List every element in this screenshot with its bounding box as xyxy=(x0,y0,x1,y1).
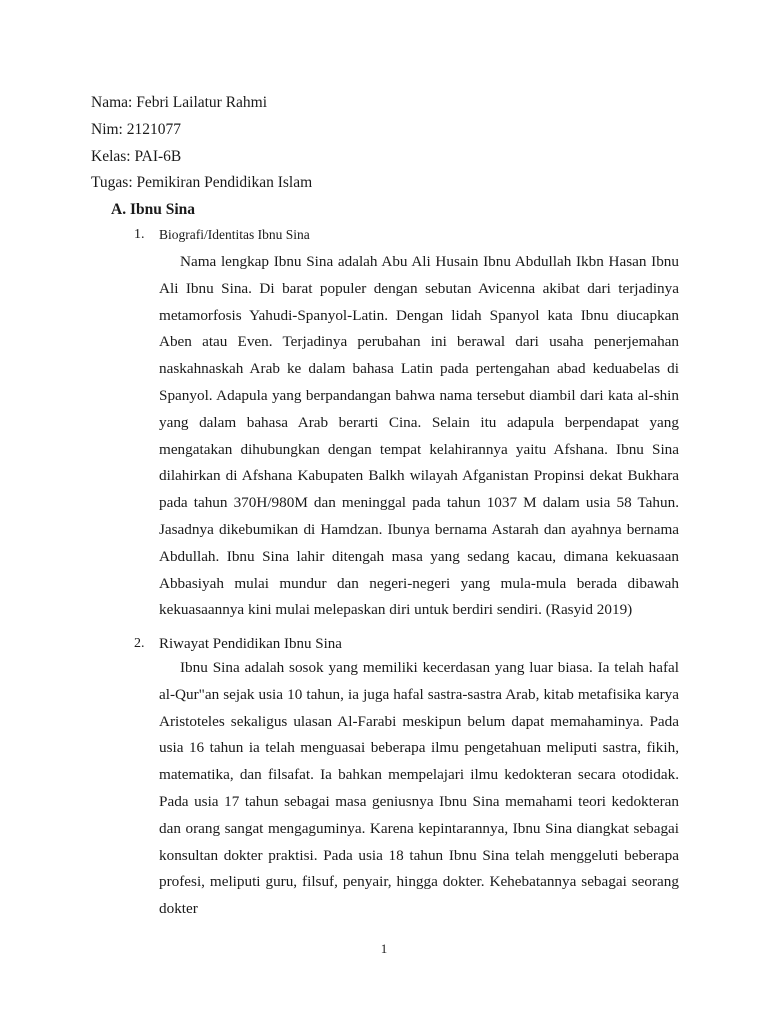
subsection-title: Riwayat Pendidikan Ibnu Sina xyxy=(159,636,342,652)
student-name: Nama: Febri Lailatur Rahmi xyxy=(91,94,268,111)
student-class: Kelas: PAI-6B xyxy=(91,148,182,165)
assignment-title: Tugas: Pemikiran Pendidikan Islam xyxy=(91,174,313,191)
subsection-number: 1. xyxy=(134,227,145,242)
paragraph-biography: Nama lengkap Ibnu Sina adalah Abu Ali Husain Ibnu Abdullah Ikbn Hasan Ibnu Ali Ibnu Sina. Di barat populer dengan sebutan Avicenna akibat dari terjadinya metamorfosis Yahudi-Spanyol-Latin. Dengan lidah Spanyol kata Ibnu diucapkan Aben atau Even. Terjadinya perubahan ini berawal dari usaha penerjemahan naskahnaskah Arab ke dalam bahasa Latin pada pertengahan abad keduabelas di Spanyol. Adapula yang berpandangan bahwa nama tersebut diambil dari kata al-shin yang dalam bahasa Arab berarti Cina. Selain itu adapula berpendapat yang mengatakan dihubungkan dengan tempat kelahirannya yaitu Afshana. Ibnu Sina dilahirkan di Afshana Kabupaten Balkh wilayah Afganistan Propinsi dekat Bukhara pada tahun 370H/980M dan meninggal pada tahun 1037 M dalam usia 58 Tahun. Jasadnya dikebumikan di Hamdzan. Ibunya bernama Astarah dan ayahnya bernama Abdullah. Ibnu Sina lahir ditengah masa yang sedang kacau, dimana kekuasaan Abbasiyah mulai mundur dan negeri-negeri yang mula-mula berada dibawah kekuasaannya kini mulai melepaskan diri untuk berdiri sendiri. (Rasyid 2019) xyxy=(159,253,679,619)
subsection-number: 2. xyxy=(134,636,145,651)
student-nim: Nim: 2121077 xyxy=(91,121,181,138)
page-number: 1 xyxy=(380,941,388,956)
section-heading: A. Ibnu Sina xyxy=(111,201,196,218)
subsection-title: Biografi/Identitas Ibnu Sina xyxy=(159,227,310,242)
paragraph-education: Ibnu Sina adalah sosok yang memiliki kecerdasan yang luar biasa. Ia telah hafal al-Qur"an sejak usia 10 tahun, ia juga hafal sastra-sastra Arab, kitab metafisika karya Aristoteles sekaligus ulasan Al-Farabi meskipun belum dapat memahaminya. Pada usia 16 tahun ia telah menguasai beberapa ilmu pengetahuan meliputi sastra, fikih, matematika, dan filsafat. Ia bahkan mempelajari ilmu kedokteran secara otodidak. Pada usia 17 tahun sebagai masa geniusnya Ibnu Sina memahami teori kedokteran dan orang sangat mengaguminya. Karena kepintarannya, Ibnu Sina diangkat sebagai konsultan dokter praktisi. Pada usia 18 tahun Ibnu Sina telah menggeluti beberapa profesi, meliputi guru, filsuf, penyair, hingga dokter. Kehebatannya sebagai seorang dokter xyxy=(159,659,679,918)
